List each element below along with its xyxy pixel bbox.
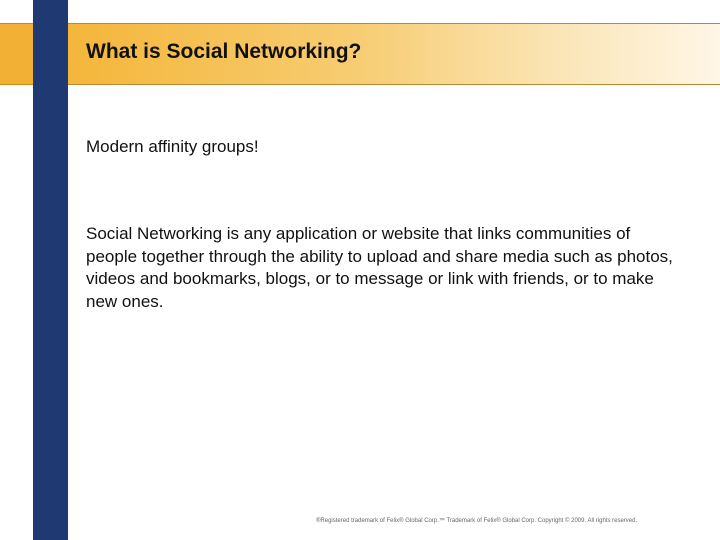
intro-paragraph: Modern affinity groups! [86, 137, 259, 156]
slide-title: What is Social Networking? [86, 40, 362, 63]
title-band-left-segment [0, 23, 33, 85]
trademark-footer: ®Registered trademark of Felix® Global Corp.™ Trademark of Felix® Global Corp. Copyright © 2009. All rights reserved. [316, 518, 638, 524]
definition-paragraph: Social Networking is any application or website that links communities of people together through the ability to upload and share media such as photos, videos and bookmarks, blogs, or to message or link with friends, or to make new ones. [86, 224, 673, 311]
